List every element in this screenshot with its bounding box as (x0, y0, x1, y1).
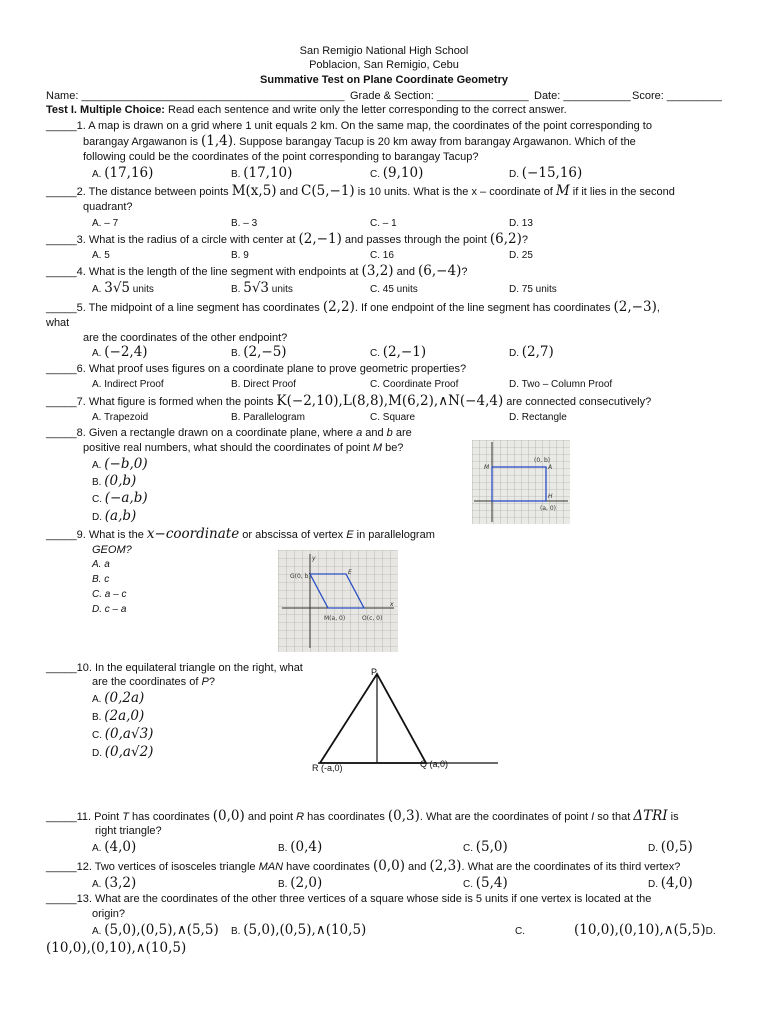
option-value: 3√5 (104, 280, 131, 296)
label-y: y (312, 555, 316, 562)
question-text: A map is drawn on a grid where 1 unit equals 2 km. On the same map, the coordinates of the point corresponding to (88, 120, 652, 132)
triangle-shape (320, 674, 426, 763)
question-text: if it lies in the second (569, 186, 675, 198)
option-d (92, 745, 153, 761)
question-2 (46, 184, 675, 199)
page-title: Summative Test on Plane Coordinate Geometry (260, 74, 508, 86)
option-b (92, 709, 144, 725)
rectangle-grid-figure (472, 440, 570, 524)
option-d: D. Two – Column Proof (509, 379, 613, 390)
variable: M (372, 442, 383, 454)
option-a (92, 876, 136, 892)
option-d: D. 13 (509, 218, 533, 229)
option-value: (9,10) (382, 165, 424, 181)
question-4 (46, 264, 467, 279)
option-value: (a,b) (104, 508, 137, 524)
math-expression: (6,−4) (418, 263, 462, 279)
option-c (370, 345, 426, 361)
question-number: 12. (76, 861, 95, 873)
option-label: A. (92, 879, 105, 890)
question-text: What is the length of the line segment with endpoints at (88, 266, 362, 278)
question-text: Point (94, 811, 123, 823)
label-a: A (548, 464, 553, 471)
option-d (509, 345, 554, 361)
variable: MAN (258, 861, 284, 873)
variable: P (201, 676, 209, 688)
label-m: M (484, 464, 490, 471)
question-11-line-2: right triangle? (95, 825, 162, 837)
option-b (231, 345, 287, 361)
math-expression: ΔTRI (633, 808, 668, 824)
label-x: x (390, 601, 394, 608)
option-d (509, 166, 582, 182)
option-label: D. (92, 748, 105, 759)
label-m: M(a, 0) (324, 615, 346, 622)
math-expression: M (555, 183, 570, 199)
option-a: A. Trapezoid (92, 412, 149, 423)
math-expression: (0,0) (212, 808, 245, 824)
label-q: Q (a,0) (420, 759, 449, 769)
option-label: B. (278, 843, 291, 854)
option-b: B. 9 (231, 250, 249, 261)
label-e: E (348, 569, 352, 576)
question-text: . Suppose barangay Tacup is 20 km away from barangay Argawanon. Which of the (233, 136, 636, 148)
answer-blank: _____ (46, 396, 77, 408)
label-p: P (371, 667, 378, 677)
question-text: has coordinates (304, 811, 388, 823)
question-text: ? (521, 234, 528, 246)
option-value: (2,0) (290, 875, 323, 891)
question-text: and point (244, 811, 297, 823)
question-text: has coordinates (129, 811, 213, 823)
question-5-line-2: are the coordinates of the other endpoint? (83, 332, 288, 344)
school-name: San Remigio National High School (299, 45, 469, 57)
option-c (92, 727, 153, 743)
option-a (92, 457, 148, 473)
option-label: A. (92, 843, 105, 854)
answer-blank: _____ (46, 662, 77, 674)
option-b (278, 840, 322, 856)
option-c (574, 923, 716, 939)
option-c (92, 491, 148, 507)
option-b: B. Direct Proof (231, 379, 297, 390)
question-text: barangay Argawanon is (83, 136, 202, 148)
section-instruction: Read each sentence and write only the letter corresponding to the correct answer. (164, 104, 567, 116)
question-8-line-2 (83, 441, 403, 455)
option-label: B. (231, 284, 244, 295)
option-value: (5,0),(0,5),∧(10,5) (243, 922, 367, 938)
question-text: and (404, 861, 430, 873)
option-label: C. (370, 169, 383, 180)
option-value: (3,2) (104, 875, 137, 891)
question-5 (46, 300, 660, 315)
question-number: 4. (76, 266, 89, 278)
option-c: C. 45 units (370, 284, 418, 295)
option-value: (−a,b) (104, 490, 148, 506)
option-label: C. (92, 494, 105, 505)
question-text: are (392, 427, 412, 439)
option-c: C. Coordinate Proof (370, 379, 459, 390)
question-9-line-2: GEOM? (92, 544, 132, 556)
equilateral-triangle-figure (300, 664, 500, 776)
question-10 (46, 661, 303, 675)
option-d: D. 75 units (509, 284, 557, 295)
option-value: (−2,4) (104, 344, 148, 360)
option-value: (17,16) (104, 165, 154, 181)
question-text: The distance between points (88, 186, 232, 198)
question-text: positive real numbers, what should the coordinates of point (83, 442, 373, 454)
variable: b (386, 427, 393, 439)
math-expression: (2,3) (429, 858, 462, 874)
math-expression: M(x,5) (231, 183, 277, 199)
question-3 (46, 232, 528, 247)
option-a (92, 840, 136, 856)
section-heading (46, 103, 567, 117)
question-1 (46, 119, 652, 133)
answer-blank: _____ (46, 234, 77, 246)
answer-blank: _____ (46, 861, 77, 873)
option-value: (4,0) (104, 839, 137, 855)
grid-lines (278, 550, 398, 652)
question-text: so that (594, 811, 634, 823)
question-1-line-3: following could be the coordinates of the point corresponding to barangay Tacup? (83, 151, 479, 163)
option-label: A. (92, 284, 105, 295)
score-field: Score: _________ (632, 90, 722, 102)
option-d: D. 25 (509, 250, 533, 261)
question-text: ? (461, 266, 468, 278)
option-a (92, 281, 154, 297)
option-label: C. (463, 843, 476, 854)
option-c: C. 16 (370, 250, 394, 261)
option-value: (5,0) (475, 839, 508, 855)
option-label: A. (92, 169, 105, 180)
question-2-line-2: quadrant? (83, 201, 133, 213)
option-label: A. (92, 694, 105, 705)
option-c (370, 166, 423, 182)
option-b: B. c (92, 574, 110, 585)
option-label: A. (92, 926, 105, 937)
question-6 (46, 362, 466, 376)
option-b (231, 923, 366, 939)
label-0-b: (0, b) (534, 457, 551, 464)
option-value: (5,0),(0,5),∧(5,5) (104, 922, 219, 938)
question-number: 5. (76, 302, 89, 314)
label-g: G(0, b) (290, 573, 311, 580)
option-a (92, 923, 219, 939)
question-number: 9. (76, 529, 89, 541)
option-b (231, 166, 292, 182)
answer-blank: _____ (46, 186, 77, 198)
math-expression: (2,−1) (298, 231, 342, 247)
question-text: be? (382, 442, 404, 454)
question-text: In the equilateral triangle on the right, what (94, 662, 303, 674)
section-title: Test I. Multiple Choice: (46, 104, 165, 116)
question-text: have coordinates (283, 861, 373, 873)
parallelogram-grid-figure (278, 550, 398, 652)
option-label: D. (92, 512, 105, 523)
label-o: O(c, 0) (362, 615, 383, 622)
option-value: (2,−5) (243, 344, 287, 360)
option-label: D. (509, 169, 522, 180)
math-expression: (0,0) (372, 858, 405, 874)
option-value: (0,b) (104, 473, 137, 489)
math-expression: (2,−3) (613, 299, 657, 315)
option-d (92, 509, 136, 525)
option-a: A. – 7 (92, 218, 119, 229)
math-expression: (2,2) (322, 299, 355, 315)
date-field: Date: ___________ (534, 90, 631, 102)
option-label: B. (231, 926, 244, 937)
question-number: 11. (76, 811, 95, 823)
option-value: (10,0),(0,10),∧(10,5) (46, 940, 187, 956)
question-number: 13. (76, 893, 95, 905)
option-value: (−15,16) (521, 165, 583, 181)
question-text: and (362, 427, 387, 439)
option-c (463, 876, 508, 892)
option-b: B. – 3 (231, 218, 258, 229)
question-text: What figure is formed when the points (88, 396, 277, 408)
option-label: B. (92, 712, 105, 723)
option-b (278, 876, 322, 892)
question-text: . What are the coordinates of point (419, 811, 592, 823)
question-10-line-2 (92, 675, 215, 689)
math-expression: (3,2) (361, 263, 394, 279)
question-text: The midpoint of a line segment has coordinates (88, 302, 323, 314)
math-expression: (6,2) (489, 231, 522, 247)
variable: a (356, 427, 363, 439)
question-text: Two vertices of isosceles triangle (94, 861, 259, 873)
math-expression: C(5,−1) (301, 183, 355, 199)
question-9 (46, 527, 435, 542)
question-1-line-2 (83, 134, 636, 149)
math-expression: K(−2,10),L(8,8),M(6,2),∧N(−4,4) (276, 393, 504, 409)
question-number: 6. (76, 363, 89, 375)
option-label: D. (648, 843, 661, 854)
variable: R (296, 811, 305, 823)
math-expression: (0,3) (387, 808, 420, 824)
answer-blank: _____ (46, 893, 77, 905)
option-c: C. – 1 (370, 218, 397, 229)
question-11 (46, 809, 679, 824)
question-text: are the coordinates of (92, 676, 202, 688)
question-text: . What are the coordinates of its third vertex? (461, 861, 681, 873)
answer-blank: _____ (46, 120, 77, 132)
option-value: (−b,0) (104, 456, 148, 472)
option-value: 5√3 (243, 280, 270, 296)
option-value: (10,0),(0,10),∧(5,5) (574, 922, 706, 938)
option-c (463, 840, 508, 856)
variable: I (591, 811, 595, 823)
option-a: A. a (92, 559, 110, 570)
option-d: D. Rectangle (509, 412, 567, 423)
option-value: (0,2a) (104, 690, 145, 706)
option-label: C. (370, 348, 383, 359)
option-label: D. (509, 348, 522, 359)
label-h: H (548, 493, 553, 500)
question-8 (46, 426, 412, 440)
option-label: C. (463, 879, 476, 890)
option-d (46, 941, 186, 956)
question-text: ? (208, 676, 215, 688)
question-number: 10. (76, 662, 95, 674)
option-c: C. Square (370, 412, 416, 423)
option-d (648, 840, 693, 856)
school-address: Poblacion, San Remigio, Cebu (309, 59, 459, 71)
option-b (92, 474, 136, 490)
option-unit: units (130, 284, 154, 295)
name-field: Name: ___________________________________________ (46, 90, 345, 102)
option-c: C. a – c (92, 589, 127, 600)
variable: E (346, 529, 354, 541)
label-r: R (-a,0) (312, 763, 343, 773)
option-value: (2,−1) (382, 344, 427, 360)
question-number: 3. (76, 234, 89, 246)
option-a: A. Indirect Proof (92, 379, 164, 390)
option-value: (0,4) (290, 839, 323, 855)
option-value: (0,a√3) (104, 726, 154, 742)
option-d: D. c – a (92, 604, 127, 615)
grade-section-field: Grade & Section: _______________ (350, 90, 529, 102)
option-b: B. Parallelogram (231, 412, 305, 423)
question-13 (46, 892, 651, 906)
question-text: , (656, 302, 660, 314)
option-label: B. (231, 169, 244, 180)
question-number: 1. (76, 120, 89, 132)
label-a-0: (a, 0) (540, 505, 556, 512)
option-b (231, 281, 293, 297)
option-label: D. (705, 926, 716, 937)
question-number: 2. (76, 186, 89, 198)
question-text: and (393, 266, 419, 278)
answer-blank: _____ (46, 811, 77, 823)
option-label: D. (648, 879, 661, 890)
question-text: What is the radius of a circle with center at (88, 234, 299, 246)
option-value: (0,a√2) (104, 744, 154, 760)
question-text: Given a rectangle drawn on a coordinate plane, where (88, 427, 357, 439)
question-text: is 10 units. What is the x – coordinate of (354, 186, 556, 198)
math-expression: (1,4) (201, 133, 234, 149)
question-7 (46, 394, 651, 409)
question-text: . If one endpoint of the line segment has coordinates (354, 302, 614, 314)
option-a (92, 166, 153, 182)
question-5-wrap: what (46, 317, 70, 329)
option-d (648, 876, 693, 892)
option-a (92, 691, 144, 707)
question-13-line-2: origin? (92, 908, 126, 920)
answer-blank: _____ (46, 302, 77, 314)
question-text: and (276, 186, 302, 198)
question-12 (46, 859, 680, 874)
answer-blank: _____ (46, 427, 77, 439)
question-text: in parallelogram (353, 529, 435, 541)
question-number: 8. (76, 427, 89, 439)
answer-blank: _____ (46, 529, 77, 541)
option-a (92, 345, 148, 361)
option-value: (2a,0) (104, 708, 145, 724)
option-unit: units (269, 284, 293, 295)
variable: T (122, 811, 129, 823)
question-text: are connected consecutively? (503, 396, 652, 408)
option-label: B. (278, 879, 291, 890)
question-text: and passes through the point (341, 234, 490, 246)
option-a: A. 5 (92, 250, 110, 261)
math-expression: x−coordinate (146, 526, 240, 542)
option-label: B. (231, 348, 244, 359)
option-value: (17,10) (243, 165, 293, 181)
option-value: (5,4) (475, 875, 508, 891)
option-c-label: C. (515, 926, 525, 937)
option-value: (0,5) (660, 839, 693, 855)
question-text: What is the (88, 529, 147, 541)
question-text: or abscissa of vertex (239, 529, 347, 541)
question-text: What are the coordinates of the other three vertices of a square whose side is 5 units if one vertex is located at the (94, 893, 652, 905)
question-text: What proof uses figures on a coordinate plane to prove geometric properties? (88, 363, 467, 375)
question-text: is (667, 811, 679, 823)
option-label: B. (92, 477, 105, 488)
option-value: (2,7) (521, 344, 554, 360)
option-label: A. (92, 348, 105, 359)
question-number: 7. (76, 396, 89, 408)
option-label: C. (92, 730, 105, 741)
answer-blank: _____ (46, 363, 77, 375)
answer-blank: _____ (46, 266, 77, 278)
option-value: (4,0) (660, 875, 693, 891)
option-label: A. (92, 460, 105, 471)
